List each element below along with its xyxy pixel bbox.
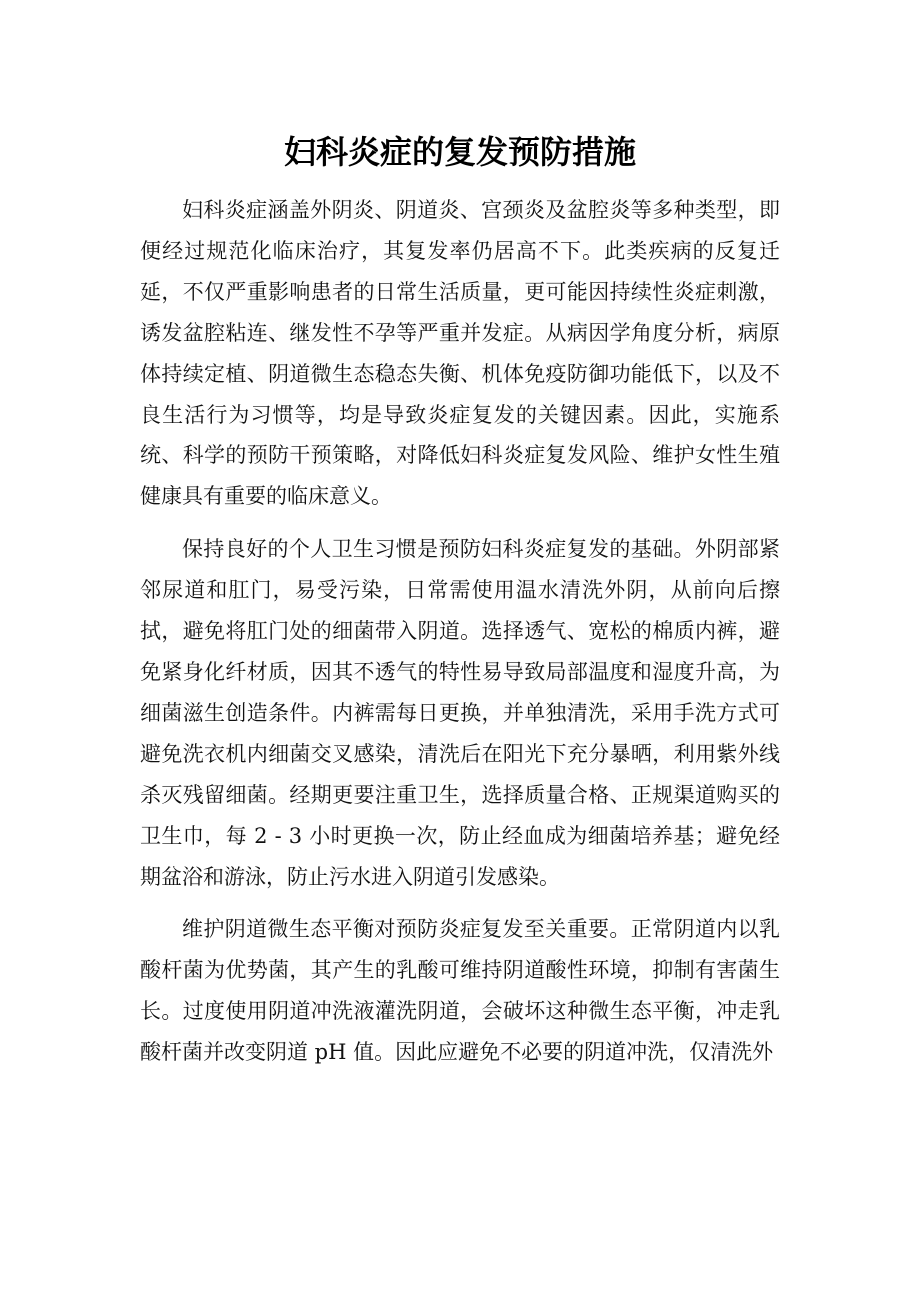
paragraph-microecology: 维护阴道微生态平衡对预防炎症复发至关重要。正常阴道内以乳酸杆菌为优势菌，其产生的乳酸可维持阴道酸性环境，抑制有害菌生长。过度使用阴道冲洗液灌洗阴道，会破坏这种微生态平衡，冲走乳酸杆菌并改变阴道 pH 值。因此应避免不必要的阴道冲洗，仅清洗外 [140, 917, 780, 1065]
paragraph-intro: 妇科炎症涵盖外阴炎、阴道炎、宫颈炎及盆腔炎等多种类型，即便经过规范化临床治疗，其复发率仍居高不下。此类疾病的反复迁延，不仅严重影响患者的日常生活质量，更可能因持续性炎症刺激，诱发盆腔粘连、继发性不孕等严重并发症。从病因学角度分析，病原体持续定植、阴道微生态稳态失衡、机体免疫防御功能低下，以及不良生活行为习惯等，均是导致炎症复发的关键因素。因此，实施系统、科学的预防干预策略，对降低妇科炎症复发风险、维护女性生殖健康具有重要的临床意义。 [140, 198, 780, 509]
paragraph-hygiene: 保持良好的个人卫生习惯是预防妇科炎症复发的基础。外阴部紧邻尿道和肛门，易受污染，日常需使用温水清洗外阴，从前向后擦拭，避免将肛门处的细菌带入阴道。选择透气、宽松的棉质内裤，避免紧身化纤材质，因其不透气的特性易导致局部温度和湿度升高，为细菌滋生创造条件。内裤需每日更换，并单独清洗，采用手洗方式可避免洗衣机内细菌交叉感染，清洗后在阳光下充分暴晒，利用紫外线杀灭残留细菌。经期更要注重卫生，选择质量合格、正规渠道购买的卫生巾，每 2 - 3 小时更换一次，防止经血成为细菌培养基；避免经期盆浴和游泳，防止污水进入阴道引发感染。 [140, 537, 780, 889]
document-title: 妇科炎症的复发预防措施 [283, 133, 636, 171]
document-body [140, 190, 780, 1085]
